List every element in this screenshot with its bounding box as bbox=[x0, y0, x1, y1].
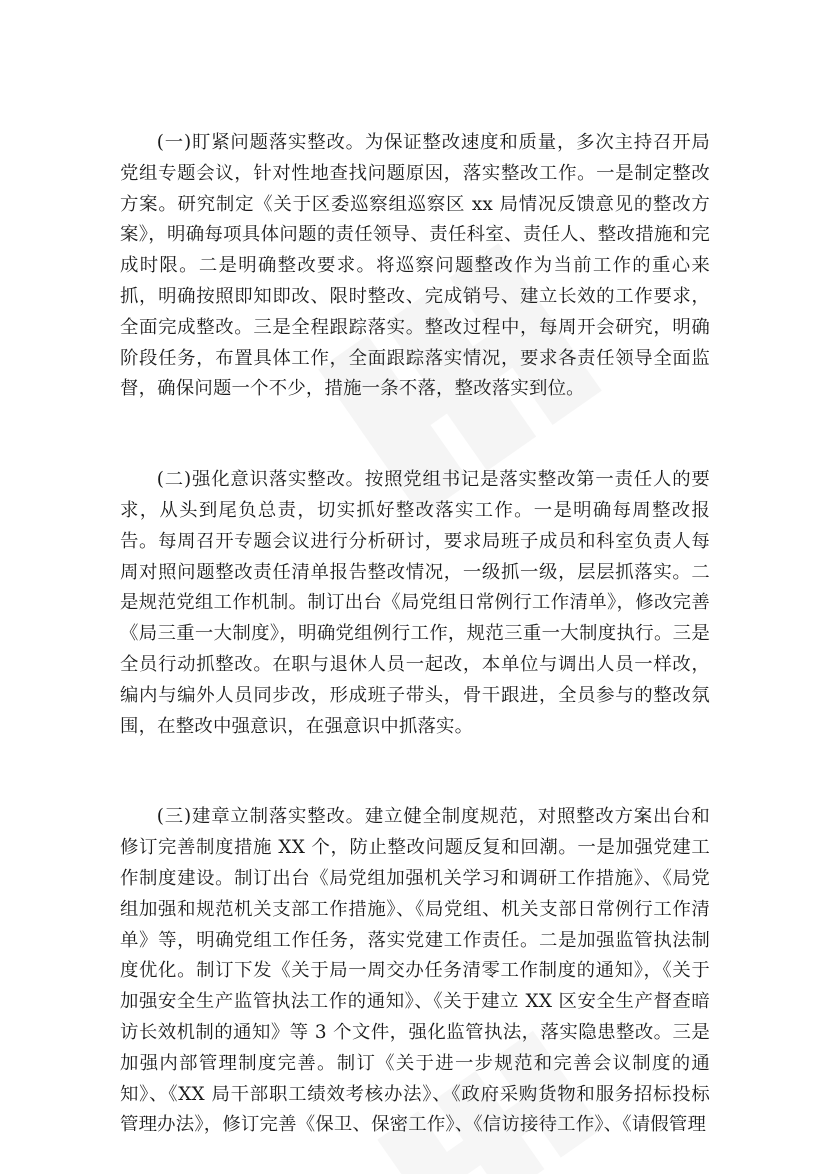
document-body bbox=[120, 128, 710, 1141]
paragraph-3: (三)建章立制落实整改。建立健全制度规范，对照整改方案出台和修订完善制度措施 XX 个，防止整改问题反复和回潮。一是加强党建工作制度建设。制订出台《局党组加强机关学习和调研工作措施》、《局党组加强和规范机关支部工作措施》、《局党组、机关支部日常例行工作清单》等，明确党组工作任务，落实党建工作责任。二是加强监管执法制度优化。制订下发《关于局一周交办任务清零工作制度的通知》，《关于加强安全生产监管执法工作的通知》、《关于建立 XX 区安全生产督查暗访长效机制的通知》等 3 个文件，强化监管执法，落实隐患整改。三是加强内部管理制度完善。制订《关于进一步规范和完善会议制度的通知》、《XX 局干部职工绩效考核办法》、《政府采购货物和服务招标投标管理办法》，修订完善《保卫、保密工作》、《信访接待工作》、《请假管理 bbox=[120, 806, 710, 1136]
paragraph-2: (二)强化意识落实整改。按照党组书记是落实整改第一责任人的要求，从头到尾负总责，切实抓好整改落实工作。一是明确每周整改报告。每周召开专题会议进行分析研讨，要求局班子成员和科室负责人每周对照问题整改责任清单报告整改情况，一级抓一级，层层抓落实。二是规范党组工作机制。制订出台《局党组日常例行工作清单》，修改完善《局三重一大制度》，明确党组例行工作，规范三重一大制度执行。三是全员行动抓整改。在职与退休人员一起改，本单位与调出人员一样改，编内与编外人员同步改，形成班子带头，骨干跟进，全员参与的整改氛围，在整改中强意识，在强意识中抓落实。 bbox=[120, 469, 710, 737]
paragraph-1: (一)盯紧问题落实整改。为保证整改速度和质量，多次主持召开局党组专题会议，针对性地查找问题原因，落实整改工作。一是制定整改方案。研究制定《关于区委巡察组巡察区 xx 局情况反馈意见的整改方案》，明确每项具体问题的责任领导、责任科室、责任人、整改措施和完成时限。二是明确整改要求。将巡察问题整改作为当前工作的重心来抓，明确按照即知即改、限时整改、完成销号、建立长效的工作要求，全面完成整改。三是全程跟踪落实。整改过程中，每周开会研究，明确阶段任务，布置具体工作，全面跟踪落实情况，要求各责任领导全面监督，确保问题一个不少，措施一条不落，整改落实到位。 bbox=[120, 132, 710, 400]
